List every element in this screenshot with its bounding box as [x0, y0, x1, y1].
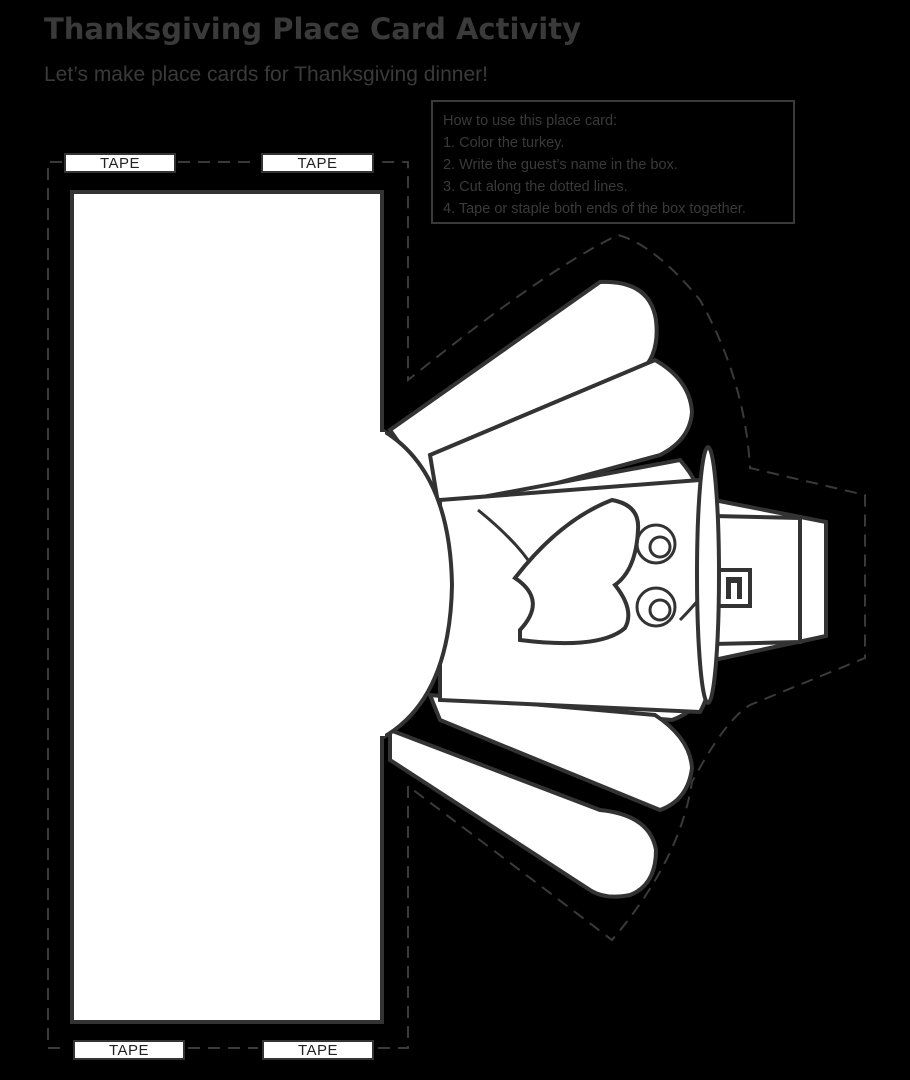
instruction-step: 2. Write the guest’s name in the box. [443, 157, 678, 173]
instruction-step: 4. Tape or staple both ends of the box together. [443, 201, 746, 217]
tape-label-bottom-left: TAPE [73, 1040, 185, 1060]
pilgrim-hat [697, 447, 826, 703]
instruction-step: 1. Color the turkey. [443, 135, 565, 151]
instructions-heading: How to use this place card: [443, 113, 618, 129]
name-card-panel [72, 192, 382, 1022]
instruction-step: 3. Cut along the dotted lines. [443, 179, 628, 195]
page-subtitle: Let’s make place cards for Thanksgiving dinner! [44, 63, 488, 86]
tape-label-top-left: TAPE [64, 153, 176, 173]
page-title: Thanksgiving Place Card Activity [44, 12, 582, 46]
tape-label-bottom-right: TAPE [262, 1040, 374, 1060]
tape-label-top-right: TAPE [261, 153, 374, 173]
